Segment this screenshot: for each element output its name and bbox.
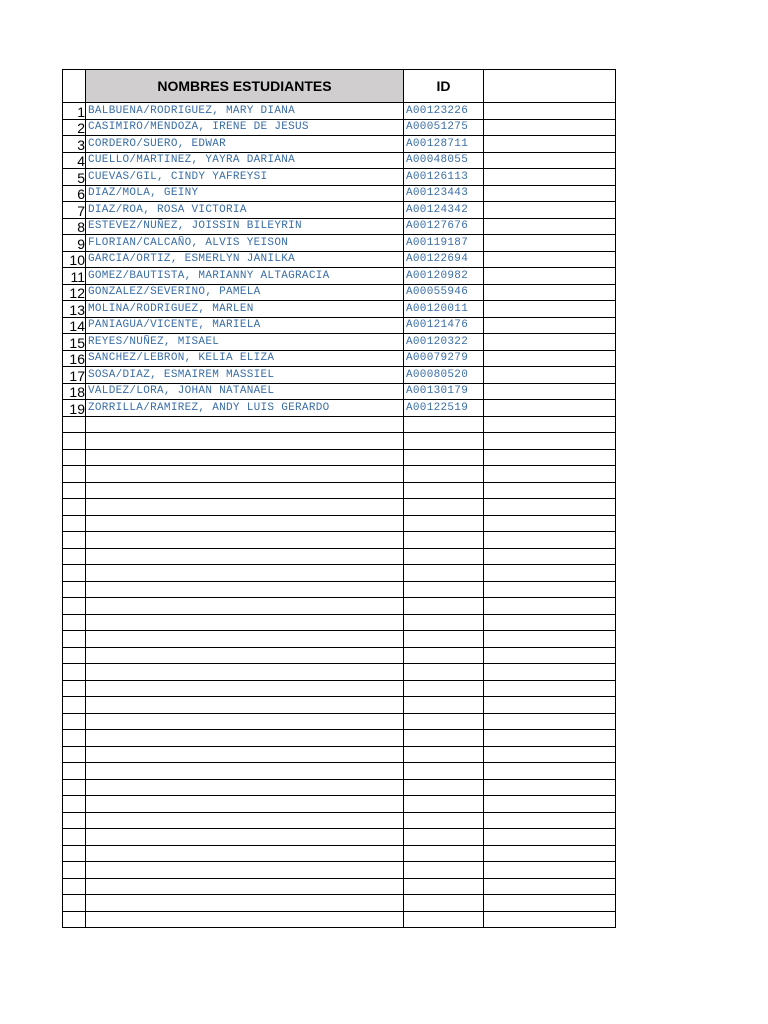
row-number-cell [63,713,86,730]
student-id-cell: A00048055 [404,152,484,169]
student-id-cell: A00127676 [404,218,484,235]
student-id-cell [404,449,484,466]
student-name-cell [86,532,404,549]
student-name-cell [86,911,404,928]
row-number-cell: 7 [63,202,86,219]
empty-table-row [63,878,616,895]
table-row [63,202,616,219]
row-number-cell [63,499,86,516]
header-id-cell: ID [404,70,484,103]
student-name-cell: SANCHEZ/LEBRON, KELIA ELIZA [86,350,404,367]
empty-table-row [63,499,616,516]
empty-table-row [63,697,616,714]
table-row [63,251,616,268]
row-number-cell: 6 [63,185,86,202]
student-name-cell [86,845,404,862]
student-id-cell [404,482,484,499]
student-name-cell: REYES/NUÑEZ, MISAEL [86,334,404,351]
student-name-cell [86,449,404,466]
extra-cell [484,202,616,219]
row-number-cell: 19 [63,400,86,417]
empty-table-row [63,763,616,780]
extra-cell [484,416,616,433]
row-number-cell: 13 [63,301,86,318]
row-number-cell [63,515,86,532]
row-number-cell [63,565,86,582]
extra-cell [484,746,616,763]
row-number-cell [63,911,86,928]
extra-cell [484,136,616,153]
empty-table-row [63,532,616,549]
empty-table-row [63,565,616,582]
row-number-cell: 5 [63,169,86,186]
student-id-cell [404,631,484,648]
extra-cell [484,664,616,681]
table-row [63,268,616,285]
extra-cell [484,400,616,417]
extra-cell [484,532,616,549]
row-number-cell [63,581,86,598]
extra-cell [484,548,616,565]
student-name-cell [86,730,404,747]
row-number-cell [63,647,86,664]
extra-cell [484,284,616,301]
table-row [63,367,616,384]
extra-cell [484,631,616,648]
student-id-cell [404,433,484,450]
empty-table-row [63,664,616,681]
extra-cell [484,301,616,318]
empty-table-row [63,680,616,697]
student-name-cell [86,664,404,681]
student-name-cell [86,895,404,912]
row-number-cell: 8 [63,218,86,235]
extra-cell [484,697,616,714]
extra-cell [484,251,616,268]
extra-cell [484,350,616,367]
row-number-cell: 12 [63,284,86,301]
extra-cell [484,235,616,252]
student-name-cell: ZORRILLA/RAMIREZ, ANDY LUIS GERARDO [86,400,404,417]
student-id-cell [404,466,484,483]
table-row [63,301,616,318]
student-id-cell [404,548,484,565]
student-id-cell: A00120011 [404,301,484,318]
table-row [63,152,616,169]
student-id-cell [404,730,484,747]
student-id-cell [404,911,484,928]
empty-table-row [63,911,616,928]
empty-table-row [63,416,616,433]
student-id-cell [404,713,484,730]
student-id-cell [404,581,484,598]
header-extra-cell [484,70,616,103]
student-name-cell [86,878,404,895]
empty-table-row [63,862,616,879]
student-name-cell: GONZALEZ/SEVERINO, PAMELA [86,284,404,301]
extra-cell [484,862,616,879]
student-id-cell [404,499,484,516]
empty-table-row [63,713,616,730]
extra-cell [484,829,616,846]
row-number-cell: 16 [63,350,86,367]
student-name-cell [86,548,404,565]
row-number-cell [63,812,86,829]
student-id-cell: A00126113 [404,169,484,186]
empty-table-row [63,515,616,532]
student-name-cell [86,829,404,846]
table-row [63,103,616,120]
student-id-cell [404,565,484,582]
row-number-cell: 15 [63,334,86,351]
table-row [63,317,616,334]
empty-table-row [63,482,616,499]
extra-cell [484,878,616,895]
student-id-cell [404,895,484,912]
extra-cell [484,185,616,202]
student-name-cell: ESTEVEZ/NUÑEZ, JOISSIN BILEYRIN [86,218,404,235]
student-id-cell [404,680,484,697]
row-number-cell [63,532,86,549]
row-number-cell: 9 [63,235,86,252]
header-row [63,70,616,103]
table-row [63,383,616,400]
empty-table-row [63,466,616,483]
header-number-cell [63,70,86,103]
student-id-cell: A00121476 [404,317,484,334]
student-name-cell: BALBUENA/RODRIGUEZ, MARY DIANA [86,103,404,120]
extra-cell [484,103,616,120]
extra-cell [484,367,616,384]
student-name-cell [86,779,404,796]
table-row [63,400,616,417]
student-name-cell: DIAZ/MOLA, GEINY [86,185,404,202]
empty-table-row [63,845,616,862]
student-id-cell: A00128711 [404,136,484,153]
empty-table-row [63,449,616,466]
student-id-cell [404,812,484,829]
student-name-cell [86,647,404,664]
row-number-cell: 10 [63,251,86,268]
row-number-cell [63,845,86,862]
extra-cell [484,895,616,912]
student-name-cell [86,416,404,433]
student-id-cell [404,845,484,862]
extra-cell [484,515,616,532]
row-number-cell [63,433,86,450]
extra-cell [484,152,616,169]
student-name-cell: GOMEZ/BAUTISTA, MARIANNY ALTAGRACIA [86,268,404,285]
student-id-cell [404,647,484,664]
student-name-cell: VALDEZ/LORA, JOHAN NATANAEL [86,383,404,400]
extra-cell [484,449,616,466]
row-number-cell [63,466,86,483]
extra-cell [484,598,616,615]
row-number-cell: 1 [63,103,86,120]
empty-table-row [63,598,616,615]
student-id-cell: A00122519 [404,400,484,417]
student-name-cell [86,614,404,631]
empty-table-row [63,796,616,813]
row-number-cell [63,631,86,648]
empty-table-row [63,812,616,829]
empty-table-row [63,895,616,912]
row-number-cell [63,416,86,433]
extra-cell [484,169,616,186]
student-id-cell: A00122694 [404,251,484,268]
student-id-cell: A00124342 [404,202,484,219]
student-name-cell: MOLINA/RODRIGUEZ, MARLEN [86,301,404,318]
student-name-cell [86,763,404,780]
extra-cell [484,482,616,499]
table-row [63,334,616,351]
extra-cell [484,680,616,697]
row-number-cell: 2 [63,119,86,136]
extra-cell [484,812,616,829]
row-number-cell [63,482,86,499]
student-name-cell: CUEVAS/GIL, CINDY YAFREYSI [86,169,404,186]
student-name-cell [86,515,404,532]
student-id-cell [404,878,484,895]
extra-cell [484,499,616,516]
student-id-cell: A00055946 [404,284,484,301]
student-id-cell: A00120982 [404,268,484,285]
student-id-cell [404,779,484,796]
extra-cell [484,730,616,747]
row-number-cell [63,697,86,714]
row-number-cell [63,664,86,681]
student-roster-table [62,69,616,928]
student-name-cell: DIAZ/ROA, ROSA VICTORIA [86,202,404,219]
empty-table-row [63,647,616,664]
student-id-cell: A00130179 [404,383,484,400]
row-number-cell [63,878,86,895]
extra-cell [484,581,616,598]
extra-cell [484,911,616,928]
empty-table-row [63,581,616,598]
extra-cell [484,565,616,582]
student-name-cell [86,598,404,615]
extra-cell [484,763,616,780]
row-number-cell: 3 [63,136,86,153]
extra-cell [484,268,616,285]
table-row [63,350,616,367]
student-name-cell [86,697,404,714]
extra-cell [484,796,616,813]
student-name-cell: GARCIA/ORTIZ, ESMERLYN JANILKA [86,251,404,268]
empty-table-row [63,548,616,565]
extra-cell [484,713,616,730]
student-id-cell [404,598,484,615]
row-number-cell [63,779,86,796]
table-row [63,185,616,202]
student-id-cell: A00079279 [404,350,484,367]
empty-table-row [63,631,616,648]
row-number-cell [63,829,86,846]
student-name-cell [86,862,404,879]
row-number-cell [63,680,86,697]
student-name-cell: CUELLO/MARTINEZ, YAYRA DARIANA [86,152,404,169]
extra-cell [484,119,616,136]
student-id-cell: A00120322 [404,334,484,351]
student-name-cell [86,482,404,499]
student-id-cell [404,515,484,532]
row-number-cell: 18 [63,383,86,400]
student-id-cell [404,416,484,433]
student-name-cell [86,713,404,730]
table-row [63,235,616,252]
empty-table-row [63,779,616,796]
student-id-cell: A00051275 [404,119,484,136]
table-row [63,119,616,136]
student-name-cell [86,466,404,483]
extra-cell [484,779,616,796]
student-id-cell [404,796,484,813]
table-row [63,218,616,235]
row-number-cell [63,895,86,912]
extra-cell [484,433,616,450]
extra-cell [484,647,616,664]
student-id-cell: A00123226 [404,103,484,120]
empty-table-row [63,829,616,846]
extra-cell [484,466,616,483]
student-id-cell [404,664,484,681]
student-name-cell [86,812,404,829]
student-name-cell [86,680,404,697]
student-name-cell: SOSA/DIAZ, ESMAIREM MASSIEL [86,367,404,384]
student-name-cell: PANIAGUA/VICENTE, MARIELA [86,317,404,334]
extra-cell [484,845,616,862]
student-name-cell [86,796,404,813]
extra-cell [484,334,616,351]
row-number-cell [63,796,86,813]
student-name-cell [86,631,404,648]
empty-table-row [63,730,616,747]
student-name-cell [86,581,404,598]
row-number-cell [63,730,86,747]
student-name-cell: CORDERO/SUERO, EDWAR [86,136,404,153]
extra-cell [484,383,616,400]
student-name-cell [86,746,404,763]
row-number-cell [63,598,86,615]
student-name-cell: CASIMIRO/MENDOZA, IRENE DE JESUS [86,119,404,136]
extra-cell [484,317,616,334]
empty-table-row [63,433,616,450]
student-name-cell [86,433,404,450]
row-number-cell [63,449,86,466]
row-number-cell [63,614,86,631]
student-name-cell [86,565,404,582]
student-id-cell [404,763,484,780]
student-name-cell: FLORIAN/CALCAÑO, ALVIS YEISON [86,235,404,252]
student-id-cell [404,746,484,763]
student-id-cell: A00123443 [404,185,484,202]
extra-cell [484,218,616,235]
table-row [63,169,616,186]
row-number-cell: 4 [63,152,86,169]
table-row [63,136,616,153]
row-number-cell: 14 [63,317,86,334]
row-number-cell [63,763,86,780]
empty-table-row [63,746,616,763]
row-number-cell [63,862,86,879]
student-name-cell [86,499,404,516]
header-name-cell: NOMBRES ESTUDIANTES [86,70,404,103]
empty-table-row [63,614,616,631]
student-id-cell: A00119187 [404,235,484,252]
table-row [63,284,616,301]
student-id-cell [404,829,484,846]
row-number-cell [63,746,86,763]
student-id-cell [404,532,484,549]
row-number-cell: 17 [63,367,86,384]
student-id-cell [404,697,484,714]
student-id-cell [404,862,484,879]
row-number-cell [63,548,86,565]
student-id-cell [404,614,484,631]
row-number-cell: 11 [63,268,86,285]
extra-cell [484,614,616,631]
student-id-cell: A00080520 [404,367,484,384]
